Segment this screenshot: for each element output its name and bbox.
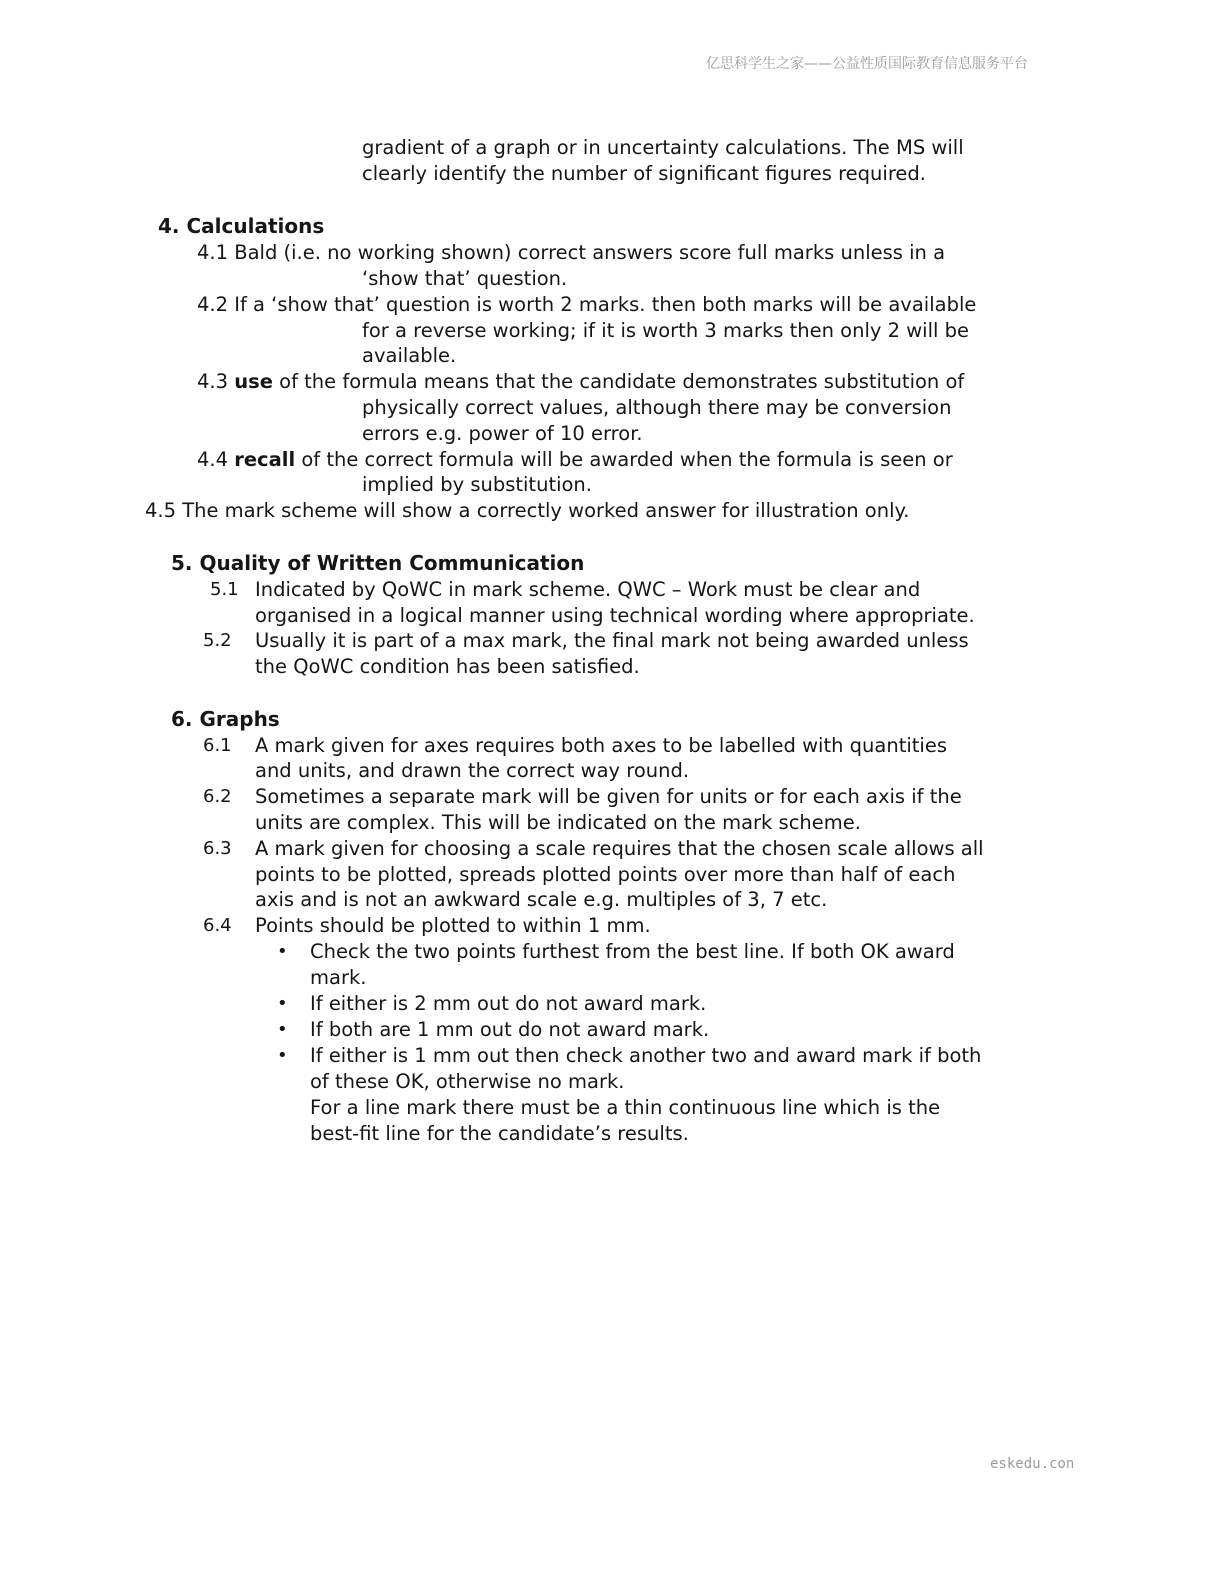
bullet-1-line-2: mark. <box>310 966 367 989</box>
bullet-icon: • <box>277 1019 288 1040</box>
item-6-3-line-1: A mark given for choosing a scale requires that the chosen scale allows all <box>255 837 984 860</box>
bullet-1-line-1: Check the two points furthest from the best line. If both OK award <box>310 940 955 963</box>
line-mark-note-line-2: best-fit line for the candidate’s results. <box>310 1122 689 1145</box>
bullet-icon: • <box>277 993 288 1014</box>
item-6-1-line-1: A mark given for axes requires both axes to be labelled with quantities <box>255 734 947 757</box>
item-6-1-number: 6.1 <box>203 735 232 756</box>
item-4-3-number: 4.3 <box>197 370 229 393</box>
item-4-4-text: of the correct formula will be awarded when the formula is seen or <box>301 448 953 471</box>
item-6-3-line-2: points to be plotted, spreads plotted points over more than half of each <box>255 863 956 886</box>
section-6-heading: 6. Graphs <box>171 707 280 731</box>
item-4-3-keyword: use <box>234 370 273 393</box>
item-6-4-line-1: Points should be plotted to within 1 mm. <box>255 914 651 937</box>
page-header: 亿思科学生之家——公益性质国际教育信息服务平台 <box>706 56 1028 72</box>
item-6-3-line-3: axis and is not an awkward scale e.g. multiples of 3, 7 etc. <box>255 888 828 911</box>
item-4-2-line-1: 4.2 If a ‘show that’ question is worth 2 marks. then both marks will be available <box>197 293 977 316</box>
item-4-2-line-2: for a reverse working; if it is worth 3 marks then only 2 will be <box>362 319 969 342</box>
item-5-1-number: 5.1 <box>210 579 239 600</box>
intro-line-2: clearly identify the number of significant figures required. <box>362 162 926 185</box>
item-5-1-line-2: organised in a logical manner using technical wording where appropriate. <box>255 604 975 627</box>
item-4-1-line-2: ‘show that’ question. <box>362 267 568 290</box>
item-6-2-line-1: Sometimes a separate mark will be given for units or for each axis if the <box>255 785 962 808</box>
item-4-3-text: of the formula means that the candidate demonstrates substitution of <box>279 370 965 393</box>
item-5-2-line-1: Usually it is part of a max mark, the final mark not being awarded unless <box>255 629 969 652</box>
line-mark-note-line-1: For a line mark there must be a thin continuous line which is the <box>310 1096 941 1119</box>
item-4-3-line-1 <box>197 369 964 395</box>
item-4-4-line-1 <box>197 447 953 473</box>
item-5-2-number: 5.2 <box>203 630 232 651</box>
bullet-2: If either is 2 mm out do not award mark. <box>310 992 707 1015</box>
intro-line-1: gradient of a graph or in uncertainty calculations. The MS will <box>362 136 964 159</box>
item-4-4-keyword: recall <box>234 448 296 471</box>
item-5-2-line-2: the QoWC condition has been satisfied. <box>255 655 640 678</box>
item-4-2-line-3: available. <box>362 344 457 367</box>
section-4-heading: 4. Calculations <box>158 214 325 238</box>
item-6-4-number: 6.4 <box>203 915 232 936</box>
bullet-icon: • <box>277 1045 288 1066</box>
bullet-4-line-2: of these OK, otherwise no mark. <box>310 1070 625 1093</box>
page-footer: eskedu.con <box>990 1456 1075 1472</box>
item-4-3-line-2: physically correct values, although there may be conversion <box>362 396 952 419</box>
item-6-2-number: 6.2 <box>203 786 232 807</box>
item-4-3-line-3: errors e.g. power of 10 error. <box>362 422 643 445</box>
item-5-1-line-1: Indicated by QoWC in mark scheme. QWC – Work must be clear and <box>255 578 921 601</box>
item-4-4-line-2: implied by substitution. <box>362 473 592 496</box>
item-4-1-line-1: 4.1 Bald (i.e. no working shown) correct answers score full marks unless in a <box>197 241 946 264</box>
item-4-5: 4.5 The mark scheme will show a correctly worked answer for illustration only. <box>145 499 910 522</box>
bullet-4-line-1: If either is 1 mm out then check another two and award mark if both <box>310 1044 982 1067</box>
bullet-3: If both are 1 mm out do not award mark. <box>310 1018 710 1041</box>
bullet-icon: • <box>277 941 288 962</box>
item-4-4-number: 4.4 <box>197 448 229 471</box>
item-6-1-line-2: and units, and drawn the correct way round. <box>255 759 690 782</box>
item-6-3-number: 6.3 <box>203 838 232 859</box>
item-6-2-line-2: units are complex. This will be indicated on the mark scheme. <box>255 811 861 834</box>
section-5-heading: 5. Quality of Written Communication <box>171 551 585 575</box>
